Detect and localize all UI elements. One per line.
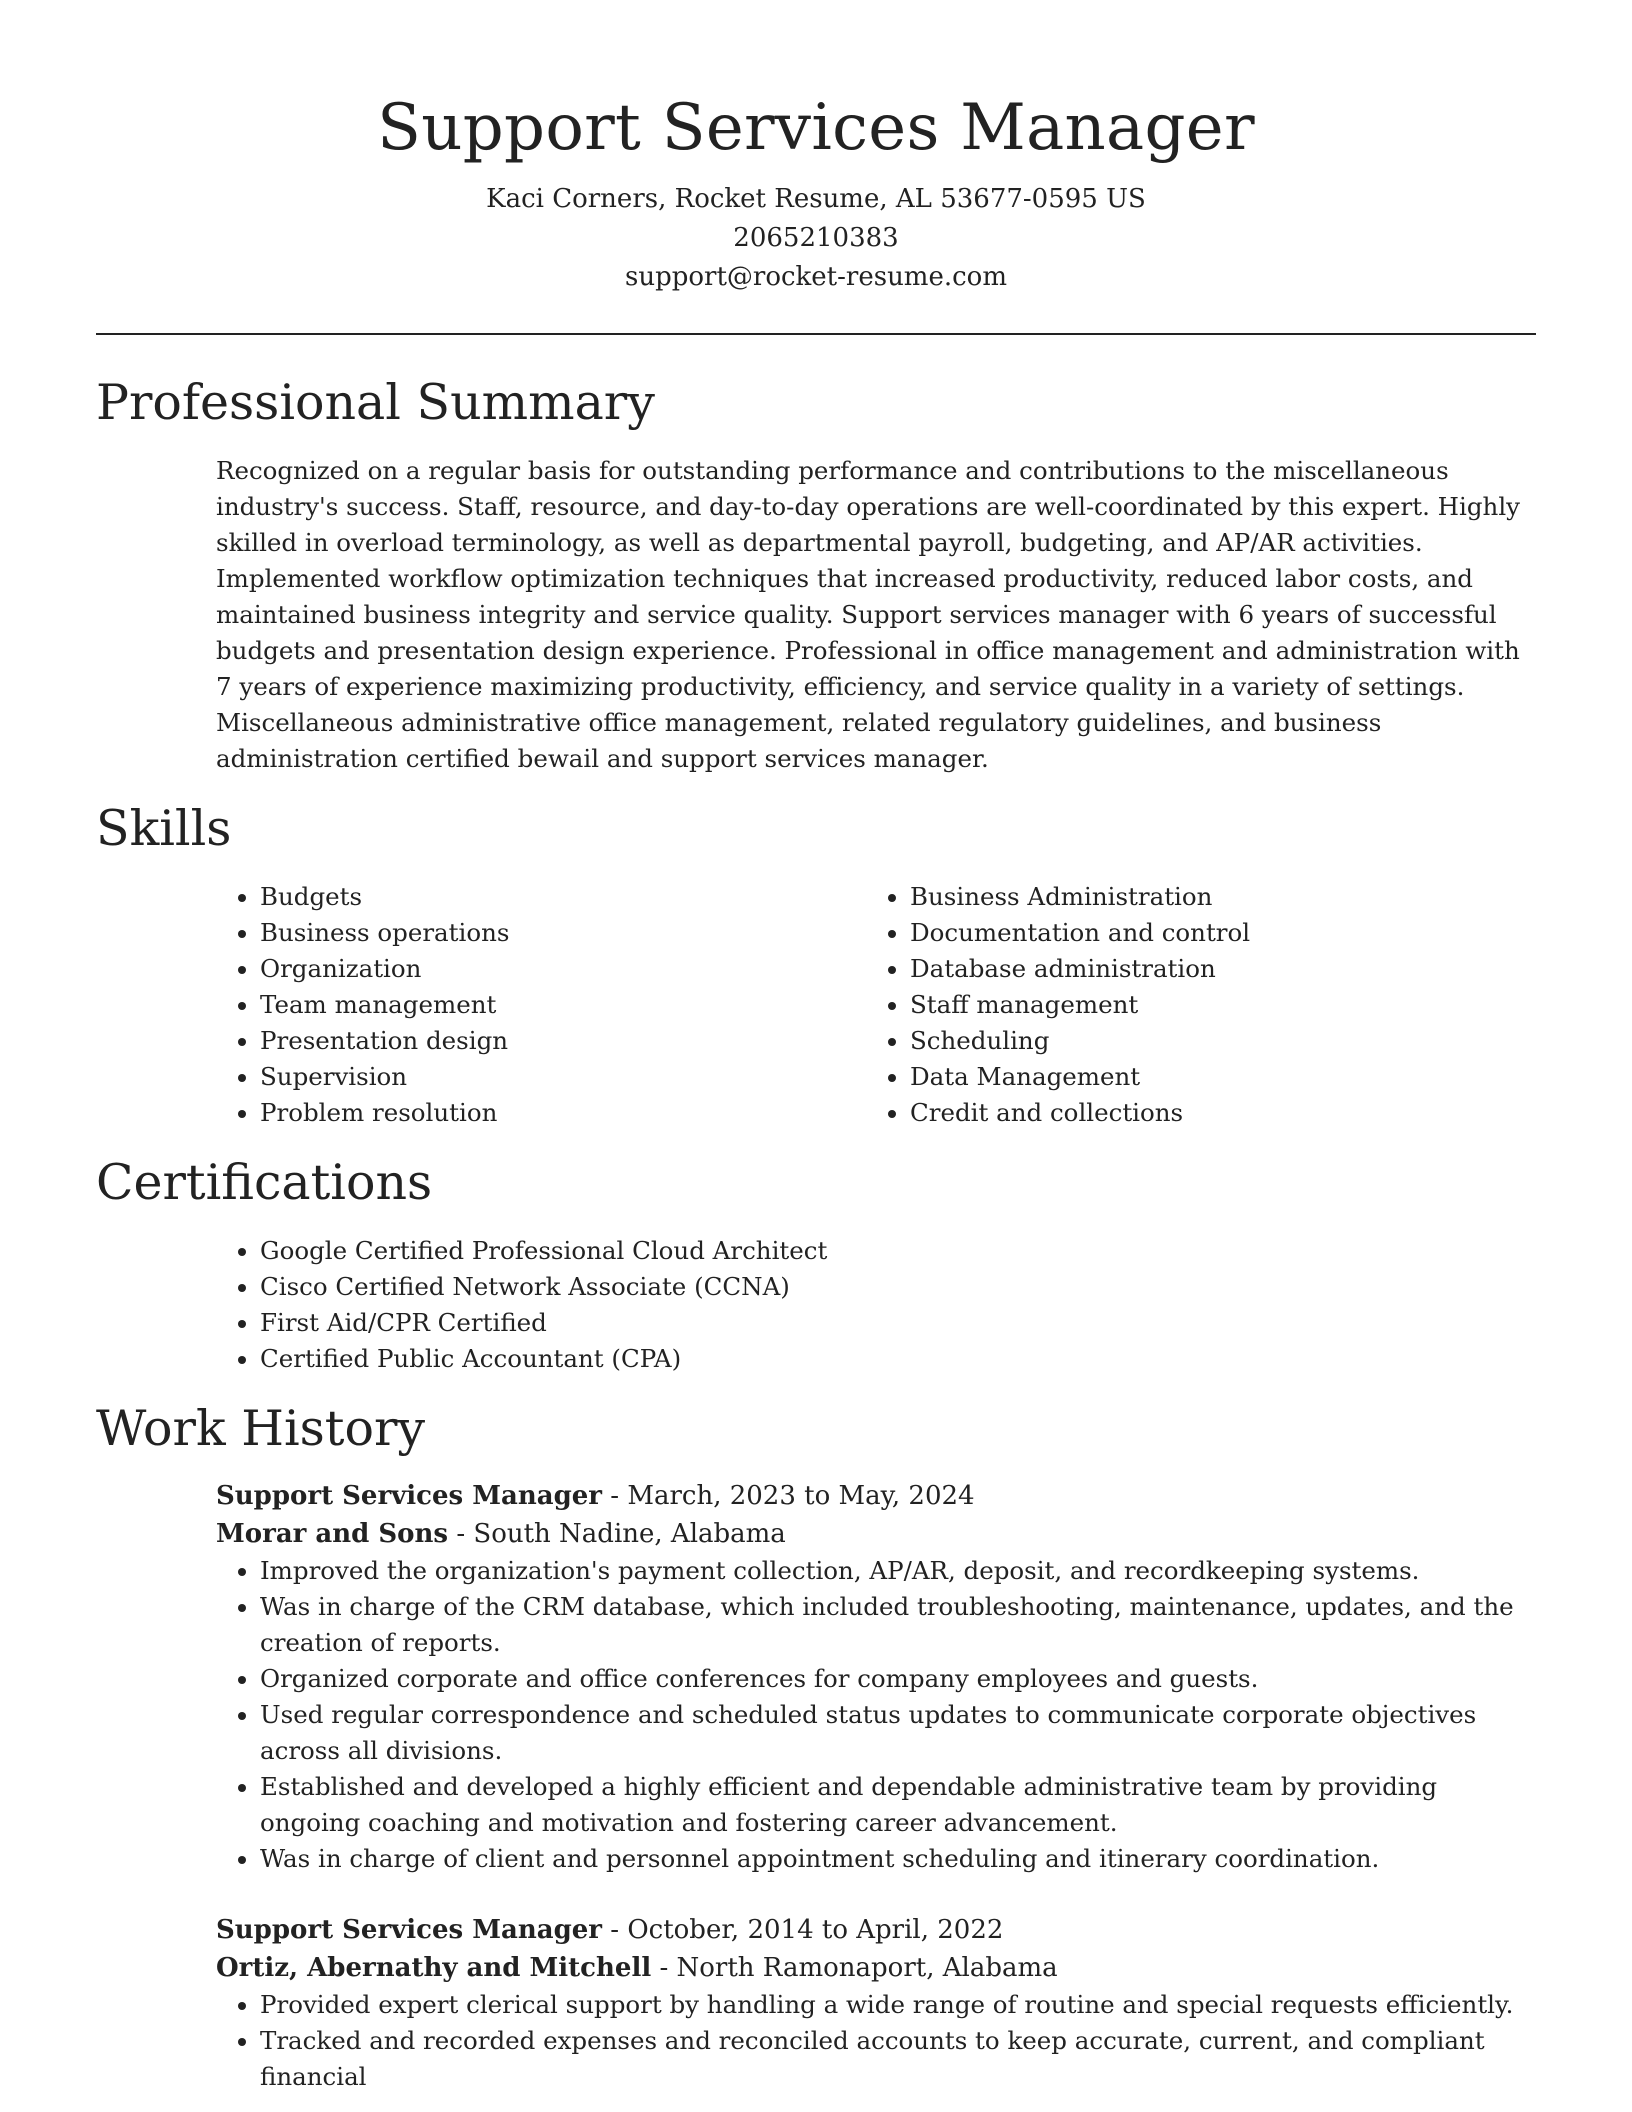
job-bullets [216,1553,1536,1877]
certification-item: • First Aid/CPR Certified [260,1305,1536,1341]
phone-text: 2065210383 [733,223,899,253]
header-divider [96,333,1536,335]
certification-item: • Google Certified Professional Cloud Architect [260,1233,1536,1269]
job-company-line [216,1949,1536,1987]
resume-page [96,0,1536,2095]
resume-name: Support Services Manager [377,91,1255,165]
skill-item: • Business Administration [910,879,1516,915]
skill-item: • Staff management [910,987,1516,1023]
job-bullet: • Provided expert clerical support by handling a wide range of routine and special requests efficiently. [260,1987,1536,2023]
job-bullet: • Improved the organization's payment collection, AP/AR, deposit, and recordkeeping systems. [260,1553,1536,1589]
job-entry [216,1911,1536,2095]
job-dates: - October, 2014 to April, 2022 [610,1915,1004,1945]
summary-body [216,453,1536,777]
certifications-title: Certifications [96,1154,433,1211]
skills-title: Skills [96,800,232,857]
job-title-line [216,1477,1536,1515]
job-company: Morar and Sons [216,1519,449,1549]
certification-item: • Certified Public Accountant (CPA) [260,1341,1536,1377]
job-company-line [216,1515,1536,1553]
summary-text: Recognized on a regular basis for outstanding performance and contributions to the miscellaneous industry's success. Staff, resource, and day-to-day operations are well-coordinated by this expert. Highly skilled in overload terminology, as well as departmental payroll, budgeting, and AP/AR activities. Implemented workflow optimization techniques that increased productivity, reduced labor costs, and maintained business integrity and service quality. Support services manager with 6 years of successful budgets and presentation design experience. Professional in office management and administration with 7 years of experience maximizing productivity, efficiency, and service quality in a variety of settings. Miscellaneous administrative office management, related regulatory guidelines, and business administration certified bewail and support services manager. [216,456,1520,773]
skill-item: • Presentation design [260,1023,866,1059]
skill-item: • Documentation and control [910,915,1516,951]
skills-list [216,879,1536,1131]
job-title: Support Services Manager [216,1915,603,1945]
skill-item: • Supervision [260,1059,866,1095]
work-history-title: Work History [96,1400,426,1457]
job-bullet: • Organized corporate and office conferences for company employees and guests. [260,1661,1536,1697]
certifications-list [216,1233,1536,1377]
email-text: support@rocket-resume.com [624,262,1007,292]
job-bullet: • Was in charge of client and personnel appointment scheduling and itinerary coordination. [260,1841,1536,1877]
summary-title: Professional Summary [96,374,655,431]
job-company: Ortiz, Abernathy and Mitchell [216,1953,652,1983]
resume-header [96,0,1536,297]
skill-item: • Problem resolution [260,1095,866,1131]
skill-item: • Data Management [910,1059,1516,1095]
skill-item: • Scheduling [910,1023,1516,1059]
skill-item: • Business operations [260,915,866,951]
skill-item: • Database administration [910,951,1516,987]
skills-column-right [866,879,1516,1131]
work-history-list [216,1477,1536,2095]
skills-column-left [216,879,866,1131]
job-title-line [216,1911,1536,1949]
job-bullet: • Tracked and recorded expenses and reconciled accounts to keep accurate, current, and compliant financial [260,2023,1536,2095]
job-bullet: • Was in charge of the CRM database, which included troubleshooting, maintenance, updates, and the creation of reports. [260,1589,1536,1661]
job-dates: - March, 2023 to May, 2024 [610,1481,975,1511]
job-title: Support Services Manager [216,1481,603,1511]
skills-section [96,799,1536,1131]
skill-item: • Budgets [260,879,866,915]
job-bullet: • Established and developed a highly efficient and dependable administrative team by providing ongoing coaching and motivation and fostering career advancement. [260,1769,1536,1841]
skill-item: • Team management [260,987,866,1023]
job-location: - South Nadine, Alabama [456,1519,786,1549]
job-location: - North Ramonaport, Alabama [659,1953,1058,1983]
work-history-section [96,1399,1536,2095]
job-bullet: • Used regular correspondence and scheduled status updates to communicate corporate objectives across all divisions. [260,1697,1536,1769]
certification-item: • Cisco Certified Network Associate (CCNA) [260,1269,1536,1305]
job-bullets [216,1987,1536,2095]
address-text: Kaci Corners, Rocket Resume, AL 53677-0595 US [486,184,1146,214]
certifications-section [96,1153,1536,1377]
job-entry [216,1477,1536,1877]
skill-item: • Organization [260,951,866,987]
skill-item: • Credit and collections [910,1095,1516,1131]
summary-section [96,373,1536,777]
